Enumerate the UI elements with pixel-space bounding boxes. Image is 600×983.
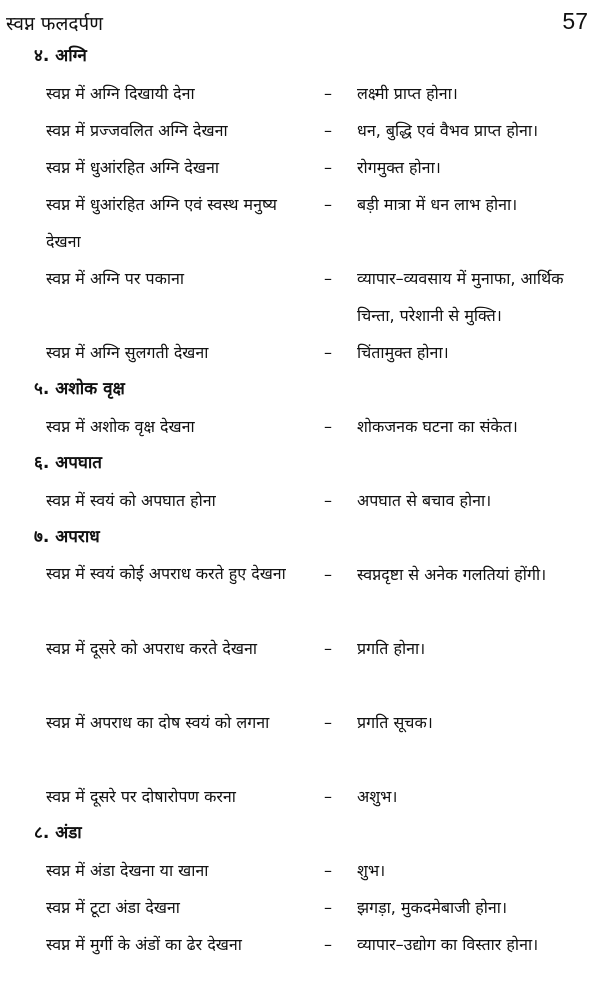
list-item: [0, 186, 600, 260]
meaning-text: रोगमुक्त होना।: [357, 158, 441, 177]
separator-dash: –: [324, 343, 332, 362]
page-header: [6, 4, 594, 38]
dream-text: स्वप्न में अग्नि दिखायी देना: [46, 84, 195, 103]
meaning-text: शुभ।: [357, 861, 386, 880]
meaning-text: चिंतामुक्त होना।: [357, 343, 449, 362]
separator-dash: –: [324, 269, 332, 288]
meaning-text: धन, बुद्धि एवं वैभव प्राप्त होना।: [357, 121, 539, 140]
separator-dash: –: [324, 158, 332, 177]
section-heading: ५. अशोक वृक्ष: [34, 379, 125, 399]
list-item: [0, 482, 600, 519]
meaning-text: झगड़ा, मुकदमेबाजी होना।: [357, 898, 508, 917]
dream-text: स्वप्न में अशोक वृक्ष देखना: [46, 417, 195, 436]
list-item: [0, 889, 600, 926]
meaning-text: अपघात से बचाव होना।: [357, 491, 492, 510]
dream-text: स्वप्न में मुर्गी के अंडों का ढेर देखना: [46, 935, 242, 954]
list-item: [0, 75, 600, 112]
separator-dash: –: [324, 565, 332, 584]
meaning-text: प्रगति होना।: [357, 639, 426, 658]
section-heading: ८. अंडा: [34, 823, 82, 843]
dream-text: स्वप्न में अग्नि सुलगती देखना: [46, 343, 209, 362]
separator-dash: –: [324, 491, 332, 510]
dream-text: स्वप्न में प्रज्जवलित अग्नि देखना: [46, 121, 228, 140]
list-item: [0, 408, 600, 445]
separator-dash: –: [324, 195, 332, 214]
meaning-text: बड़ी मात्रा में धन लाभ होना।: [357, 195, 518, 214]
list-item: [0, 630, 600, 704]
separator-dash: –: [324, 84, 332, 103]
list-item: [0, 704, 600, 778]
list-item: [0, 778, 600, 815]
list-item: [0, 926, 600, 963]
meaning-text: प्रगति सूचक।: [357, 713, 433, 732]
dream-text: स्वप्न में टूटा अंडा देखना: [46, 898, 180, 917]
running-title: स्वप्न फलदर्पण: [6, 13, 103, 35]
dream-text: स्वप्न में अंडा देखना या खाना: [46, 861, 209, 880]
list-item: [0, 112, 600, 149]
list-item: [0, 852, 600, 889]
separator-dash: –: [324, 787, 332, 806]
dream-text: स्वप्न में दूसरे को अपराध करते देखना: [46, 639, 257, 658]
dream-interpretation-list: [0, 38, 600, 963]
section-heading: ४. अग्नि: [34, 46, 87, 66]
separator-dash: –: [324, 639, 332, 658]
list-item: [0, 149, 600, 186]
separator-dash: –: [324, 898, 332, 917]
meaning-text: स्वप्नदृष्टा से अनेक गलतियां होंगी।: [357, 565, 547, 584]
dream-text: स्वप्न में अग्नि पर पकाना: [46, 269, 185, 288]
separator-dash: –: [324, 417, 332, 436]
dream-text: स्वप्न में धुआंरहित अग्नि देखना: [46, 158, 219, 177]
meaning-text: व्यापार–व्यवसाय में मुनाफा, आर्थिक चिन्ता, परेशानी से मुक्ति।: [357, 269, 564, 325]
list-item: [0, 334, 600, 371]
meaning-text: व्यापार–उद्योग का विस्तार होना।: [357, 935, 539, 954]
meaning-text: शोकजनक घटना का संकेत।: [357, 417, 518, 436]
separator-dash: –: [324, 713, 332, 732]
separator-dash: –: [324, 935, 332, 954]
section-heading: ७. अपराध: [34, 527, 100, 547]
list-item: [0, 556, 600, 630]
dream-text: स्वप्न में अपराध का दोष स्वयं को लगना: [46, 713, 270, 732]
dream-text: स्वप्न में धुआंरहित अग्नि एवं स्वस्थ मनुष्य देखना: [46, 195, 277, 251]
dream-text: स्वप्न में स्वयं को अपघात होना: [46, 491, 216, 510]
dream-text: स्वप्न में स्वयं कोई अपराध करते हुए देखना: [46, 564, 286, 583]
page-number: 57: [562, 8, 588, 34]
separator-dash: –: [324, 861, 332, 880]
section-heading: ६. अपघात: [34, 453, 103, 473]
meaning-text: अशुभ।: [357, 787, 398, 806]
list-item: [0, 260, 600, 334]
meaning-text: लक्ष्मी प्राप्त होना।: [357, 84, 458, 103]
dream-text: स्वप्न में दूसरे पर दोषारोपण करना: [46, 787, 236, 806]
separator-dash: –: [324, 121, 332, 140]
